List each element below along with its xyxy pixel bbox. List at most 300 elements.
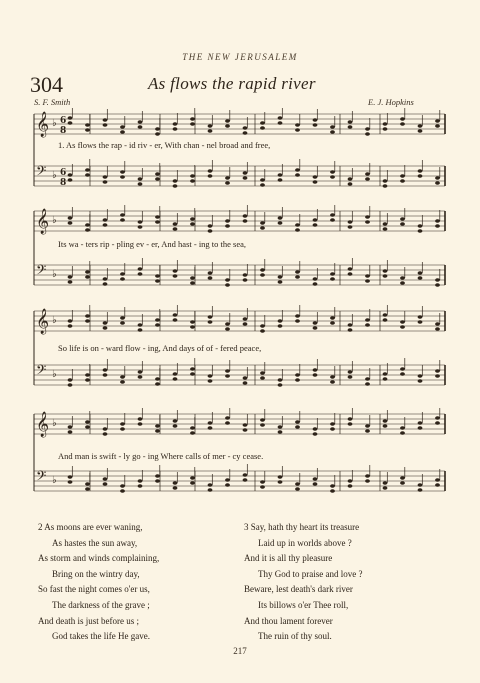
- note-head: [68, 324, 73, 328]
- stanza-line: 3 Say, hath thy heart its treasure: [244, 522, 360, 532]
- note-head: [383, 179, 388, 183]
- note-head: [138, 272, 143, 276]
- note-head: [173, 419, 178, 423]
- note-head: [243, 376, 248, 380]
- note-head: [190, 122, 195, 126]
- note-head: [348, 220, 353, 224]
- note-head: [435, 369, 440, 373]
- note-head: [383, 318, 388, 322]
- note-head: [383, 424, 388, 428]
- note-head: [155, 424, 160, 428]
- note-head: [225, 278, 230, 282]
- note-head: [365, 382, 370, 386]
- note-head: [173, 127, 178, 131]
- note-head: [85, 373, 90, 377]
- note-head: [173, 227, 178, 231]
- note-head: [348, 182, 353, 186]
- note-head: [68, 221, 73, 225]
- note-head: [190, 222, 195, 226]
- note-head: [278, 121, 283, 125]
- stanza-line: 2 As moons are ever waning,: [38, 522, 143, 532]
- note-head: [243, 131, 248, 135]
- flat-icon: ♭: [52, 475, 57, 486]
- note-head: [295, 228, 300, 232]
- note-head: [260, 126, 265, 130]
- note-head: [400, 217, 405, 221]
- treble-clef-icon: 𝄞: [36, 309, 50, 334]
- note-head: [435, 224, 440, 228]
- note-head: [278, 480, 283, 484]
- note-head: [138, 328, 143, 332]
- note-head: [295, 223, 300, 227]
- note-head: [295, 420, 300, 424]
- note-head: [330, 316, 335, 320]
- note-head: [225, 369, 230, 373]
- note-head: [155, 382, 160, 386]
- note-head: [208, 124, 213, 128]
- note-head: [330, 277, 335, 281]
- bass-clef-icon: 𝄢: [36, 468, 47, 487]
- note-head: [278, 475, 283, 479]
- note-head: [120, 489, 125, 493]
- stanza-line: As hastes the sun away,: [52, 537, 138, 548]
- note-head: [295, 487, 300, 491]
- note-head: [225, 219, 230, 223]
- note-head: [138, 375, 143, 379]
- note-head: [330, 175, 335, 179]
- note-head: [260, 324, 265, 328]
- note-head: [260, 268, 265, 272]
- note-head: [330, 130, 335, 134]
- note-head: [138, 125, 143, 129]
- note-head: [365, 215, 370, 219]
- note-head: [85, 487, 90, 491]
- note-head: [85, 173, 90, 177]
- note-head: [68, 430, 73, 434]
- note-head: [243, 322, 248, 326]
- note-head: [348, 267, 353, 271]
- note-head: [243, 428, 248, 432]
- note-head: [330, 125, 335, 129]
- note-head: [278, 324, 283, 328]
- note-head: [225, 176, 230, 180]
- note-head: [208, 426, 213, 430]
- note-head: [243, 214, 248, 218]
- note-head: [278, 216, 283, 220]
- note-head: [243, 126, 248, 130]
- note-head: [418, 276, 423, 280]
- note-head: [190, 174, 195, 178]
- note-head: [313, 118, 318, 122]
- note-head: [68, 121, 73, 125]
- page-number: 217: [233, 646, 247, 656]
- note-head: [260, 423, 265, 427]
- note-head: [260, 183, 265, 187]
- stanza-line: The darkness of the grave ;: [52, 599, 150, 610]
- note-head: [383, 184, 388, 188]
- stanza-line: So fast the night comes o'er us,: [38, 584, 150, 595]
- note-head: [278, 116, 283, 120]
- author-credit: S. F. Smith: [34, 97, 71, 107]
- stanza-3: [244, 520, 362, 645]
- note-head: [330, 170, 335, 174]
- note-head: [435, 124, 440, 128]
- note-head: [418, 271, 423, 275]
- note-head: [313, 326, 318, 330]
- note-head: [155, 474, 160, 478]
- note-head: [190, 476, 195, 480]
- note-head: [418, 169, 423, 173]
- note-head: [400, 281, 405, 285]
- note-head: [260, 371, 265, 375]
- note-head: [120, 321, 125, 325]
- note-head: [120, 125, 125, 129]
- note-head: [348, 225, 353, 229]
- note-head: [435, 421, 440, 425]
- time-signature-bottom: 8: [60, 126, 67, 136]
- note-head: [103, 223, 108, 227]
- note-head: [295, 270, 300, 274]
- note-head: [435, 119, 440, 123]
- note-head: [243, 478, 248, 482]
- note-head: [400, 117, 405, 121]
- hymn-title: As flows the rapid river: [148, 74, 316, 93]
- flat-icon: ♭: [52, 418, 57, 429]
- note-head: [278, 425, 283, 429]
- note-head: [225, 119, 230, 123]
- note-head: [68, 216, 73, 220]
- note-head: [365, 429, 370, 433]
- note-head: [260, 178, 265, 182]
- note-head: [418, 174, 423, 178]
- note-head: [435, 374, 440, 378]
- note-head: [173, 424, 178, 428]
- note-head: [173, 481, 178, 485]
- note-head: [173, 318, 178, 322]
- note-head: [365, 318, 370, 322]
- note-head: [365, 220, 370, 224]
- running-header: THE NEW JERUSALEM: [182, 52, 298, 62]
- note-head: [243, 381, 248, 385]
- note-head: [155, 429, 160, 433]
- note-head: [278, 319, 283, 323]
- note-head: [400, 426, 405, 430]
- note-head: [120, 170, 125, 174]
- note-head: [330, 218, 335, 222]
- note-head: [348, 125, 353, 129]
- note-head: [173, 122, 178, 126]
- note-head: [208, 320, 213, 324]
- bass-clef-icon: 𝄢: [36, 362, 47, 381]
- note-head: [260, 480, 265, 484]
- note-head: [435, 219, 440, 223]
- note-head: [418, 421, 423, 425]
- note-head: [208, 374, 213, 378]
- stanza-line: Its billows o'er Thee roll,: [258, 599, 349, 610]
- note-head: [138, 323, 143, 327]
- note-head: [103, 368, 108, 372]
- note-head: [208, 224, 213, 228]
- note-head: [190, 276, 195, 280]
- note-head: [418, 224, 423, 228]
- note-head: [365, 177, 370, 181]
- stanza-line: God takes the life He gave.: [52, 631, 150, 642]
- note-head: [418, 426, 423, 430]
- stanza-line: Beware, lest death's dark river: [244, 584, 353, 595]
- note-head: [103, 123, 108, 127]
- note-head: [400, 481, 405, 485]
- time-signature-top: 6: [60, 116, 67, 126]
- note-head: [330, 489, 335, 493]
- note-head: [260, 376, 265, 380]
- hymn-number: 304: [30, 72, 63, 97]
- treble-clef-icon: 𝄞: [36, 412, 50, 437]
- note-head: [295, 378, 300, 382]
- note-head: [383, 222, 388, 226]
- note-head: [348, 484, 353, 488]
- note-head: [85, 378, 90, 382]
- note-head: [173, 372, 178, 376]
- note-head: [103, 277, 108, 281]
- note-head: [120, 277, 125, 281]
- lyric-line: So life is on - ward flow - ing, And days of of - fered peace,: [58, 343, 262, 353]
- music-system-2: [0, 205, 480, 297]
- note-head: [330, 272, 335, 276]
- note-head: [243, 171, 248, 175]
- note-head: [225, 478, 230, 482]
- note-head: [278, 178, 283, 182]
- note-head: [155, 318, 160, 322]
- note-head: [120, 375, 125, 379]
- stanza-line: And death is just before us ;: [38, 615, 139, 626]
- note-head: [418, 229, 423, 233]
- note-head: [85, 314, 90, 318]
- note-head: [435, 283, 440, 287]
- note-head: [225, 421, 230, 425]
- note-head: [383, 227, 388, 231]
- note-head: [418, 315, 423, 319]
- note-head: [260, 329, 265, 333]
- note-head: [85, 482, 90, 486]
- note-head: [120, 130, 125, 134]
- note-head: [208, 229, 213, 233]
- note-head: [418, 379, 423, 383]
- note-head: [260, 273, 265, 277]
- note-head: [68, 319, 73, 323]
- note-head: [85, 420, 90, 424]
- note-head: [418, 320, 423, 324]
- stanza-line: Thy God to praise and love ?: [258, 568, 363, 579]
- note-head: [155, 479, 160, 483]
- note-head: [383, 274, 388, 278]
- note-head: [313, 218, 318, 222]
- note-head: [155, 215, 160, 219]
- note-head: [120, 213, 125, 217]
- note-head: [348, 370, 353, 374]
- note-head: [120, 484, 125, 488]
- note-head: [400, 179, 405, 183]
- note-head: [435, 322, 440, 326]
- note-head: [418, 483, 423, 487]
- note-head: [348, 479, 353, 483]
- note-head: [365, 274, 370, 278]
- note-head: [365, 323, 370, 327]
- treble-clef-icon: 𝄞: [36, 112, 50, 137]
- flat-icon: ♭: [52, 315, 57, 326]
- note-head: [243, 219, 248, 223]
- note-head: [313, 432, 318, 436]
- note-head: [418, 374, 423, 378]
- note-head: [155, 323, 160, 327]
- note-head: [278, 383, 283, 387]
- note-head: [173, 179, 178, 183]
- note-head: [103, 321, 108, 325]
- note-head: [120, 422, 125, 426]
- stanza-line: As storm and winds complaining,: [38, 553, 160, 564]
- note-head: [225, 181, 230, 185]
- note-head: [383, 419, 388, 423]
- lyric-line: And man is swift - ly go - ing Where calls of mer - cy cease.: [58, 451, 264, 461]
- note-head: [435, 478, 440, 482]
- note-head: [435, 416, 440, 420]
- note-head: [295, 373, 300, 377]
- note-head: [313, 321, 318, 325]
- flat-icon: ♭: [52, 215, 57, 226]
- note-head: [243, 317, 248, 321]
- note-head: [400, 174, 405, 178]
- note-head: [68, 275, 73, 279]
- note-head: [208, 174, 213, 178]
- note-head: [120, 427, 125, 431]
- note-head: [313, 477, 318, 481]
- note-head: [313, 223, 318, 227]
- note-head: [243, 273, 248, 277]
- note-head: [365, 479, 370, 483]
- note-head: [295, 482, 300, 486]
- note-head: [208, 379, 213, 383]
- stanza-2: [38, 520, 159, 645]
- note-head: [400, 476, 405, 480]
- treble-clef-icon: 𝄞: [36, 209, 50, 234]
- note-head: [313, 373, 318, 377]
- note-head: [208, 483, 213, 487]
- note-head: [365, 127, 370, 131]
- time-signature-bottom: 8: [60, 178, 67, 188]
- note-head: [278, 275, 283, 279]
- note-head: [313, 180, 318, 184]
- note-head: [208, 169, 213, 173]
- note-head: [103, 218, 108, 222]
- note-head: [365, 377, 370, 381]
- note-head: [348, 120, 353, 124]
- note-head: [120, 272, 125, 276]
- note-head: [225, 124, 230, 128]
- note-head: [85, 123, 90, 127]
- note-head: [330, 375, 335, 379]
- note-head: [383, 269, 388, 273]
- note-head: [155, 279, 160, 283]
- note-head: [103, 373, 108, 377]
- note-head: [383, 122, 388, 126]
- note-head: [348, 422, 353, 426]
- note-head: [190, 325, 195, 329]
- note-head: [278, 280, 283, 284]
- note-head: [365, 172, 370, 176]
- note-head: [348, 177, 353, 181]
- note-head: [348, 417, 353, 421]
- note-head: [85, 425, 90, 429]
- note-head: [295, 275, 300, 279]
- note-head: [68, 475, 73, 479]
- note-head: [330, 422, 335, 426]
- note-head: [208, 129, 213, 133]
- note-head: [383, 486, 388, 490]
- note-head: [155, 132, 160, 136]
- note-head: [383, 372, 388, 376]
- note-head: [313, 427, 318, 431]
- note-head: [295, 123, 300, 127]
- note-head: [418, 488, 423, 492]
- note-head: [418, 129, 423, 133]
- note-head: [260, 226, 265, 230]
- note-head: [68, 116, 73, 120]
- bass-clef-icon: 𝄢: [36, 262, 47, 281]
- note-head: [208, 276, 213, 280]
- note-head: [348, 375, 353, 379]
- note-head: [260, 221, 265, 225]
- note-head: [435, 327, 440, 331]
- note-head: [173, 184, 178, 188]
- note-head: [103, 432, 108, 436]
- note-head: [313, 175, 318, 179]
- note-head: [155, 274, 160, 278]
- music-system-3: [0, 305, 480, 397]
- note-head: [173, 222, 178, 226]
- note-head: [435, 278, 440, 282]
- note-head: [225, 374, 230, 378]
- note-head: [138, 422, 143, 426]
- note-head: [260, 485, 265, 489]
- note-head: [138, 370, 143, 374]
- note-head: [400, 320, 405, 324]
- note-head: [68, 480, 73, 484]
- note-head: [173, 269, 178, 273]
- stanza-line: Bring on the wintry day,: [52, 568, 140, 579]
- note-head: [330, 321, 335, 325]
- note-head: [348, 272, 353, 276]
- note-head: [418, 124, 423, 128]
- note-head: [435, 181, 440, 185]
- note-head: [190, 431, 195, 435]
- note-head: [138, 182, 143, 186]
- note-head: [190, 426, 195, 430]
- note-head: [348, 323, 353, 327]
- music-system-1: [0, 108, 480, 198]
- note-head: [295, 314, 300, 318]
- music-system-4: [0, 408, 480, 503]
- note-head: [120, 218, 125, 222]
- note-head: [85, 275, 90, 279]
- note-head: [68, 383, 73, 387]
- lyric-line: 1. As flows the rap - id riv - er, With chan - nel broad and free,: [58, 140, 271, 150]
- note-head: [313, 368, 318, 372]
- note-head: [208, 315, 213, 319]
- note-head: [260, 418, 265, 422]
- note-head: [278, 221, 283, 225]
- note-head: [313, 277, 318, 281]
- note-head: [365, 279, 370, 283]
- note-head: [400, 222, 405, 226]
